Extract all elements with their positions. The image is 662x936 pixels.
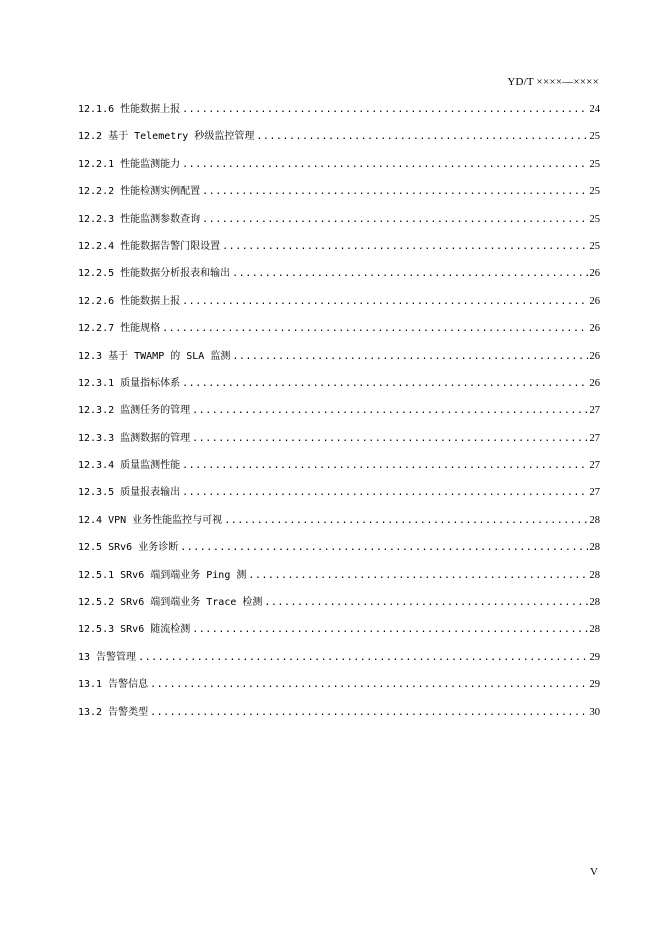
toc-entry-page[interactable]: 25	[589, 158, 600, 170]
toc-entry-page[interactable]: 24	[589, 104, 600, 115]
toc-entry[interactable]	[78, 620, 600, 647]
toc-dot-leader	[192, 405, 587, 416]
toc-entry-title[interactable]: 12.3.3 监测数据的管理	[78, 432, 191, 444]
toc-entry-title[interactable]: 12.2.4 性能数据告警门限设置	[78, 240, 221, 252]
toc-entry-page[interactable]: 28	[589, 514, 600, 526]
toc-dot-leader	[202, 214, 587, 225]
toc-entry-page[interactable]: 27	[589, 487, 600, 499]
toc-entry[interactable]	[78, 566, 600, 593]
toc-entry[interactable]	[78, 292, 600, 319]
toc-entry-title[interactable]: 12.3 基于 TWAMP 的 SLA 监测	[78, 350, 231, 362]
toc-entry-page[interactable]: 25	[589, 213, 600, 225]
toc-dot-leader	[222, 241, 587, 252]
toc-dot-leader	[150, 707, 587, 718]
toc-entry-title[interactable]: 13 告警管理	[78, 651, 137, 663]
toc-entry[interactable]	[78, 210, 600, 237]
toc-dot-leader	[182, 378, 587, 389]
toc-entry[interactable]	[78, 319, 600, 346]
toc-entry[interactable]	[78, 237, 600, 264]
toc-entry-page[interactable]: 30	[589, 706, 600, 718]
toc-entry-title[interactable]: 12.5 SRv6 业务诊断	[78, 542, 179, 554]
toc-entry-title[interactable]: 12.2.6 性能数据上报	[78, 295, 181, 307]
toc-dot-leader	[162, 323, 587, 334]
toc-dot-leader	[182, 487, 587, 498]
toc-entry-title[interactable]: 12.2.7 性能规格	[78, 323, 161, 335]
toc-entry[interactable]	[78, 593, 600, 620]
toc-entry[interactable]	[78, 374, 600, 401]
toc-entry-page[interactable]: 25	[589, 131, 600, 143]
toc-entry-page[interactable]: 28	[589, 542, 600, 554]
toc-entry-title[interactable]: 12.2.3 性能监测参数查询	[78, 213, 201, 225]
toc-entry-page[interactable]: 26	[589, 295, 600, 307]
toc-dot-leader	[138, 652, 587, 663]
toc-entry-page[interactable]: 25	[589, 186, 600, 198]
toc-entry[interactable]	[78, 429, 600, 456]
toc-dot-leader	[248, 570, 587, 581]
toc-entry-page[interactable]: 27	[589, 432, 600, 444]
toc-dot-leader	[224, 515, 587, 526]
toc-dot-leader	[182, 104, 587, 115]
toc-entry-title[interactable]: 13.1 告警信息	[78, 679, 149, 691]
toc-dot-leader	[182, 296, 587, 307]
toc-entry[interactable]	[78, 648, 600, 675]
toc-dot-leader	[192, 433, 587, 444]
toc-entry-title[interactable]: 12.2.2 性能检测实例配置	[78, 186, 201, 198]
toc-entry[interactable]	[78, 127, 600, 154]
document-code-header: YD/T ××××—××××	[507, 76, 599, 88]
toc-entry-title[interactable]: 12.3.4 质量监测性能	[78, 460, 181, 472]
toc-entry-title[interactable]: 12.5.3 SRv6 随流检测	[78, 624, 191, 636]
toc-dot-leader	[264, 597, 587, 608]
toc-entry-page[interactable]: 28	[589, 624, 600, 636]
toc-entry-page[interactable]: 29	[589, 651, 600, 663]
toc-entry-page[interactable]: 26	[589, 377, 600, 389]
toc-entry[interactable]	[78, 456, 600, 483]
toc-entry-page[interactable]: 29	[589, 679, 600, 691]
toc-entry-page[interactable]: 28	[589, 597, 600, 609]
toc-entry[interactable]	[78, 182, 600, 209]
toc-entry-page[interactable]: 26	[589, 350, 600, 362]
toc-entry-page[interactable]: 28	[589, 569, 600, 581]
toc-entry[interactable]	[78, 511, 600, 538]
toc-entry-page[interactable]: 26	[589, 268, 600, 280]
toc-entry[interactable]	[78, 538, 600, 565]
toc-entry-page[interactable]: 25	[589, 240, 600, 252]
toc-dot-leader	[182, 159, 587, 170]
page-number: V	[590, 866, 598, 878]
toc-dot-leader	[256, 131, 587, 142]
toc-entry-title[interactable]: 12.2.1 性能监测能力	[78, 158, 181, 170]
table-of-contents	[78, 100, 600, 730]
toc-entry[interactable]	[78, 347, 600, 374]
toc-entry-page[interactable]: 26	[589, 323, 600, 335]
toc-dot-leader	[232, 268, 587, 279]
toc-dot-leader	[202, 186, 587, 197]
toc-entry-title[interactable]: 12.2.5 性能数据分析报表和输出	[78, 268, 231, 280]
toc-entry-title[interactable]: 12.1.6 性能数据上报	[78, 104, 181, 115]
toc-dot-leader	[232, 351, 587, 362]
toc-dot-leader	[150, 679, 587, 690]
toc-dot-leader	[180, 542, 587, 553]
toc-entry[interactable]	[78, 155, 600, 182]
toc-entry[interactable]	[78, 264, 600, 291]
toc-entry[interactable]	[78, 675, 600, 702]
toc-entry-page[interactable]: 27	[589, 460, 600, 472]
toc-entry-title[interactable]: 12.5.2 SRv6 端到端业务 Trace 检测	[78, 597, 263, 609]
toc-dot-leader	[182, 460, 587, 471]
toc-entry-title[interactable]: 12.3.2 监测任务的管理	[78, 405, 191, 417]
toc-entry[interactable]	[78, 703, 600, 730]
toc-entry[interactable]	[78, 100, 600, 127]
toc-entry-title[interactable]: 12.3.5 质量报表输出	[78, 487, 181, 499]
toc-entry-title[interactable]: 13.2 告警类型	[78, 706, 149, 718]
toc-entry-page[interactable]: 27	[589, 405, 600, 417]
toc-entry[interactable]	[78, 483, 600, 510]
toc-entry-title[interactable]: 12.3.1 质量指标体系	[78, 377, 181, 389]
toc-entry-title[interactable]: 12.2 基于 Telemetry 秒级监控管理	[78, 131, 255, 143]
toc-dot-leader	[192, 624, 587, 635]
toc-entry-title[interactable]: 12.5.1 SRv6 端到端业务 Ping 测	[78, 569, 247, 581]
toc-entry[interactable]	[78, 401, 600, 428]
toc-entry-title[interactable]: 12.4 VPN 业务性能监控与可视	[78, 514, 223, 526]
